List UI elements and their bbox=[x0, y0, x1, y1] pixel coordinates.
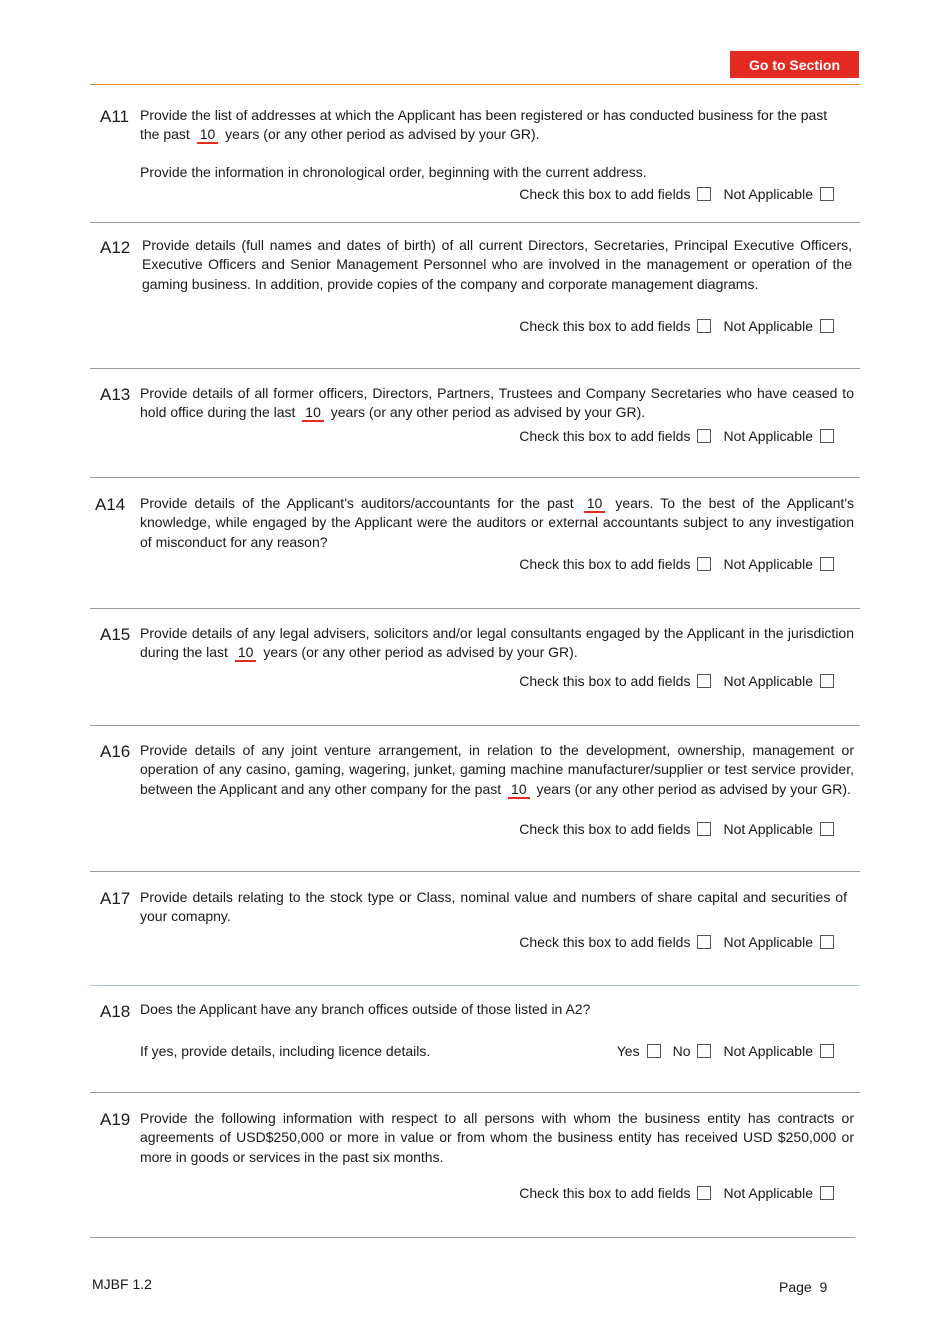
years-field-a16[interactable]: 10 bbox=[508, 781, 530, 799]
go-to-section-button[interactable]: Go to Section bbox=[730, 51, 859, 78]
years-field-a15[interactable]: 10 bbox=[235, 644, 257, 662]
add-fields-label: Check this box to add fields bbox=[519, 934, 691, 950]
not-applicable-label: Not Applicable bbox=[723, 934, 813, 950]
a18-options-row bbox=[617, 1043, 834, 1059]
section-divider bbox=[90, 368, 860, 369]
no-label: No bbox=[672, 1043, 691, 1059]
add-fields-checkbox-a12[interactable] bbox=[697, 319, 711, 333]
not-applicable-checkbox-a16[interactable] bbox=[820, 822, 834, 836]
not-applicable-checkbox-a19[interactable] bbox=[820, 1186, 834, 1200]
question-number-a15: A15 bbox=[100, 625, 131, 644]
not-applicable-label: Not Applicable bbox=[723, 1185, 813, 1201]
question-text-a15 bbox=[140, 624, 854, 663]
add-fields-checkbox-a17[interactable] bbox=[697, 935, 711, 949]
question-text-a16-part1: Provide details of any joint venture arrangement, in relation to the development, ownership, management or operation of any casino, gaming, wagering, junket, gaming machine manufacturer/supplier or test service provider, between the Applicant and any other company for the past bbox=[140, 742, 854, 797]
section-divider bbox=[90, 1237, 855, 1238]
add-fields-label: Check this box to add fields bbox=[519, 673, 691, 689]
a16-options-row bbox=[519, 821, 834, 837]
yes-checkbox-a18[interactable] bbox=[647, 1044, 661, 1058]
not-applicable-checkbox-a11[interactable] bbox=[820, 187, 834, 201]
section-divider bbox=[90, 871, 860, 872]
section-divider bbox=[90, 1092, 860, 1093]
section-divider bbox=[90, 725, 860, 726]
not-applicable-label: Not Applicable bbox=[723, 673, 813, 689]
years-field-a11[interactable]: 10 bbox=[197, 126, 219, 144]
not-applicable-label: Not Applicable bbox=[723, 1043, 813, 1059]
add-fields-checkbox-a13[interactable] bbox=[697, 429, 711, 443]
not-applicable-label: Not Applicable bbox=[723, 186, 813, 202]
question-text-a11: Provide the list of addresses at which the Applicant has been registered or has conducted business for the past the past 10 years (or any other period as advised by your GR). bbox=[140, 107, 828, 143]
question-number-a11: A11 bbox=[100, 107, 129, 126]
a13-options-row bbox=[519, 428, 834, 444]
a12-options-row bbox=[519, 318, 834, 334]
not-applicable-label: Not Applicable bbox=[723, 428, 813, 444]
add-fields-label: Check this box to add fields bbox=[519, 186, 691, 202]
question-text-a15-part1: Provide details of any legal advisers, solicitors and/or legal consultants engaged by the Applicant in the jurisdiction during the last bbox=[140, 625, 854, 661]
question-text-a13 bbox=[140, 384, 854, 423]
years-field-a14[interactable]: 10 bbox=[584, 495, 606, 513]
add-fields-checkbox-a19[interactable] bbox=[697, 1186, 711, 1200]
question-text-a19: Provide the following information with respect to all persons with whom the business entity has contracts or agreements of USD$250,000 or more in value or from whom the business entity has received USD $250,000 or more in goods or services in the past six months. bbox=[140, 1110, 854, 1165]
a11-options-row bbox=[519, 186, 834, 202]
section-divider bbox=[90, 222, 860, 223]
yes-label: Yes bbox=[616, 1043, 640, 1059]
question-text-a11-note: Provide the information in chronological order, beginning with the current address. bbox=[140, 164, 647, 180]
section-divider bbox=[90, 608, 860, 609]
form-id: MJBF 1.2 bbox=[92, 1276, 152, 1292]
add-fields-label: Check this box to add fields bbox=[519, 821, 691, 837]
add-fields-checkbox-a14[interactable] bbox=[697, 557, 711, 571]
section-divider bbox=[90, 985, 860, 986]
a19-options-row bbox=[519, 1185, 834, 1201]
not-applicable-checkbox-a14[interactable] bbox=[820, 557, 834, 571]
not-applicable-checkbox-a12[interactable] bbox=[820, 319, 834, 333]
add-fields-label: Check this box to add fields bbox=[519, 428, 691, 444]
no-checkbox-a18[interactable] bbox=[697, 1044, 711, 1058]
question-text-a16 bbox=[140, 741, 854, 799]
question-text-a13-part2: years (or any other period as advised by your GR). bbox=[330, 404, 646, 421]
add-fields-label: Check this box to add fields bbox=[519, 1185, 691, 1201]
question-text-a14-part2: years. To the best of the Applicant's knowledge, while engaged by the Applicant were the auditors or external accountants subject to any investigation of misconduct for any reason? bbox=[140, 495, 854, 550]
question-number-a12: A12 bbox=[100, 238, 131, 257]
page-number: Page 9 bbox=[779, 1279, 828, 1295]
question-text-a16-part2: years (or any other period as advised by your GR). bbox=[536, 780, 851, 797]
add-fields-checkbox-a15[interactable] bbox=[697, 674, 711, 688]
add-fields-label: Check this box to add fields bbox=[519, 556, 691, 572]
question-text-a12: Provide details (full names and dates of birth) of all current Directors, Secretaries, Principal Executive Officers, Executive Officers and Senior Management Personnel who are involved in the management or operation of the gaming business. In addition, provide copies of the company and corporate management diagrams. bbox=[142, 237, 852, 292]
add-fields-label: Check this box to add fields bbox=[519, 318, 691, 334]
years-field-a13[interactable]: 10 bbox=[302, 404, 324, 422]
question-number-a13: A13 bbox=[100, 385, 131, 404]
a15-options-row bbox=[519, 673, 834, 689]
not-applicable-checkbox-a17[interactable] bbox=[820, 935, 834, 949]
not-applicable-label: Not Applicable bbox=[723, 318, 813, 334]
question-text-a17: Provide details relating to the stock type or Class, nominal value and numbers of share capital and securities of your comapny. bbox=[140, 889, 847, 925]
header-divider bbox=[90, 84, 860, 85]
question-number-a17: A17 bbox=[100, 889, 131, 908]
not-applicable-label: Not Applicable bbox=[723, 821, 813, 837]
question-text-a14 bbox=[140, 494, 854, 552]
a17-options-row bbox=[519, 934, 834, 950]
question-number-a18: A18 bbox=[100, 1002, 131, 1021]
not-applicable-checkbox-a13[interactable] bbox=[820, 429, 834, 443]
question-text-a11-part1: Provide the list of addresses at which the Applicant has been registered or has conducted business for the past bbox=[140, 107, 828, 123]
question-text-a11-part2: years (or any other period as advised by your GR). bbox=[225, 126, 540, 143]
question-text-a13-part1: Provide details of all former officers, Directors, Partners, Trustees and Company Secretaries who have ceased to hold office during the last bbox=[140, 385, 854, 421]
add-fields-checkbox-a11[interactable] bbox=[697, 187, 711, 201]
question-text-a18: Does the Applicant have any branch offices outside of those listed in A2? bbox=[140, 1001, 591, 1017]
question-number-a16: A16 bbox=[100, 742, 131, 761]
question-number-a14: A14 bbox=[95, 495, 126, 514]
question-text-a14-part1: Provide details of the Applicant's auditors/accountants for the past bbox=[140, 495, 574, 511]
section-divider bbox=[90, 477, 860, 478]
question-text-a18-followup: If yes, provide details, including licence details. bbox=[140, 1043, 431, 1059]
a14-options-row bbox=[519, 556, 834, 572]
not-applicable-label: Not Applicable bbox=[723, 556, 813, 572]
not-applicable-checkbox-a15[interactable] bbox=[820, 674, 834, 688]
question-text-a15-part2: years (or any other period as advised by your GR). bbox=[263, 644, 578, 661]
not-applicable-checkbox-a18[interactable] bbox=[820, 1044, 834, 1058]
question-number-a19: A19 bbox=[100, 1110, 131, 1129]
add-fields-checkbox-a16[interactable] bbox=[697, 822, 711, 836]
